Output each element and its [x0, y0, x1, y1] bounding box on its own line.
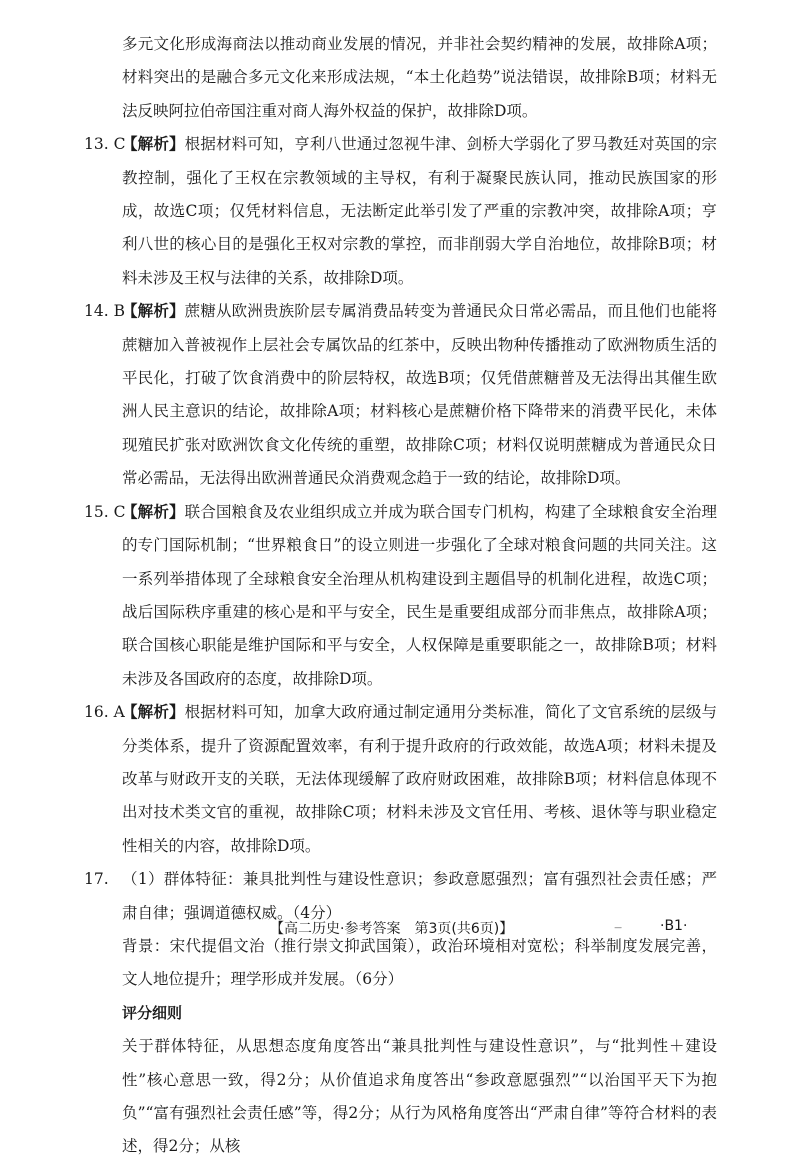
- analysis-tag: 【解析】: [122, 502, 185, 521]
- answer-text: （1）群体特征：兼具批判性与建设性意识；参政意愿强烈；富有强烈社会责任感；严肃自律；强调道德权威。（4分）: [122, 870, 717, 922]
- question-number: 14. B: [84, 302, 125, 321]
- answer-text: 根据材料可知，亨利八世通过忽视牛津、剑桥大学弱化了罗马教廷对英国的宗教控制，强化了王权在宗教领域的主导权，有利于凝聚民族认同，推动民族国家的形成，故选C项；仅凭材料信息，无法断定此举引发了严重的宗教冲突，故排除A项；亨利八世的核心目的是强化王权对宗教的掌控，而非削弱大学自治地位，故排除B项；材料未涉及王权与法律的关系，故排除D项。: [122, 135, 717, 287]
- question-number: 16. A: [84, 703, 125, 722]
- scoring-paragraph: 关于群体特征，从思想态度角度答出“兼具批判性与建设性意识”，与“批判性＋建设性”核心意思一致，得2分；从价值追求角度答出“参政意愿强烈”“以治国平天下为抱负”“富有强烈社会责任感”等，得2分；从行为风格角度答出“严肃自律”等符合材料的表述，得2分；从核: [122, 1037, 717, 1156]
- answer-text: 根据材料可知，加拿大政府通过制定通用分类标准，简化了文官系统的层级与分类体系，提升了资源配置效率，有利于提升政府的行政效能，故选A项；材料未提及改革与财政开支的关联，无法体现缓解了政府财政困难，故排除B项；材料信息体现不出对技术类文官的重视，故排除C项；材料未涉及文官任用、考核、退休等与职业稳定性相关的内容，故排除D项。: [122, 703, 717, 855]
- answer-item-16: [84, 696, 717, 863]
- footer-code: ·B1·: [660, 918, 688, 934]
- scoring-heading: 评分细则: [122, 1003, 183, 1022]
- analysis-tag: 【解析】: [122, 135, 185, 154]
- answer-content: [84, 28, 717, 1164]
- analysis-tag: 【解析】: [122, 302, 185, 321]
- intro-paragraph: 多元文化形成海商法以推动商业发展的情况，并非社会契约精神的发展，故排除A项；材料突出的是融合多元文化来形成法规，“本土化趋势”说法错误，故排除B项；材料无法反映阿拉伯帝国注重对商人海外权益的保护，故排除D项。: [122, 35, 717, 120]
- answer-item-14: [84, 295, 717, 495]
- background-paragraph: 背景：宋代提倡文治（推行崇文抑武国策），政治环境相对宽松；科举制度发展完善，文人地位提升；理学形成并发展。（6分）: [122, 936, 717, 989]
- analysis-tag: 【解析】: [122, 703, 185, 722]
- answer-text: 蔗糖从欧洲贵族阶层专属消费品转变为普通民众日常必需品，而且他们也能将蔗糖加入普被视作上层社会专属饮品的红茶中，反映出物种传播推动了欧洲物质生活的平民化，打破了饮食消费中的阶层特权，故选B项；仅凭借蔗糖普及无法得出其催生欧洲人民主意识的结论，故排除A项；材料核心是蔗糖价格下降带来的消费平民化，未体现殖民扩张对欧洲饮食文化传统的重塑，故排除C项；材料仅说明蔗糖成为普通民众日常必需品，无法得出欧洲普通民众消费观念趋于一致的结论，故排除D项。: [122, 302, 717, 488]
- answer-item-15: [84, 496, 717, 696]
- answer-item-13: [84, 128, 717, 295]
- question-number: 13. C: [84, 135, 126, 154]
- answer-text: 联合国粮食及农业组织成立并成为联合国专门机构，构建了全球粮食安全治理的专门国际机制；“世界粮食日”的设立则进一步强化了全球对粮食问题的共同关注。这一系列举措体现了全球粮食安全治理从机构建设到主题倡导的机制化进程，故选C项；战后国际秩序重建的核心是和平与安全，民生是重要组成部分而非焦点，故排除A项；联合国核心职能是维护国际和平与安全，人权保障是重要职能之一，故排除B项；材料未涉及各国政府的态度，故排除D项。: [122, 502, 717, 688]
- question-number: 17.: [84, 870, 109, 889]
- question-number: 15. C: [84, 502, 126, 521]
- footer-page-info: 【高二历史·参考答案 第3页(共6页)】: [270, 921, 514, 937]
- page-footer: [0, 918, 800, 942]
